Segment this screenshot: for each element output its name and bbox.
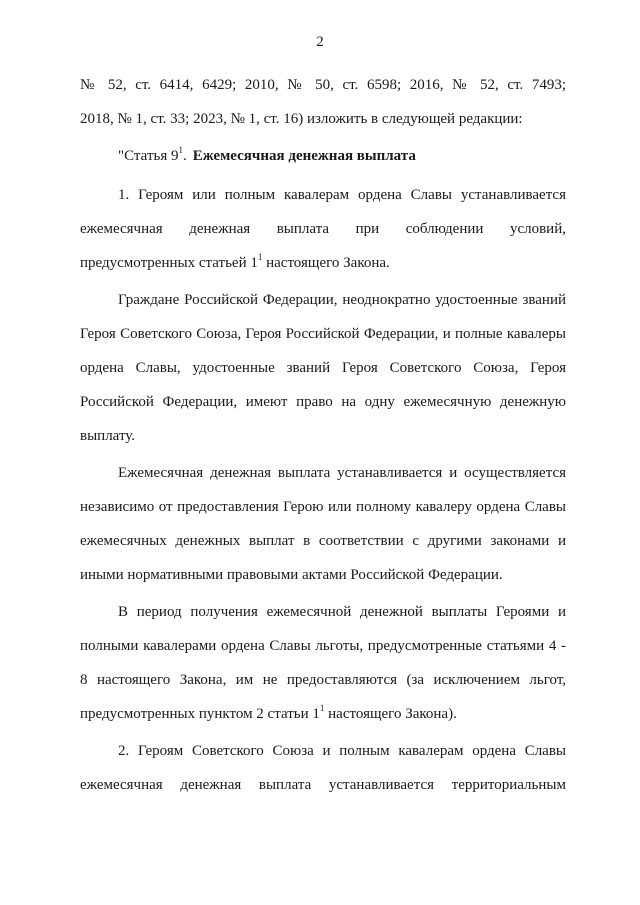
article-suffix: .: [182, 148, 187, 164]
paragraph-3: Ежемесячная денежная выплата устанавливается и осуществляется независимо от предоставления Герою или полному кавалеру ордена Славы ежемесячных денежных выплат в соответствии с другими законами и иными нормативными правовыми актами Российской Федерации.: [80, 465, 566, 583]
page-number: 2: [316, 34, 324, 50]
paragraph-4-superscript: 1: [319, 703, 325, 713]
article-prefix: "Статья 9: [118, 148, 179, 164]
intro-line-2: 2018, № 1, ст. 33; 2023, № 1, ст. 16) изложить в следующей редакции:: [80, 111, 523, 127]
intro-line-1: № 52, ст. 6414, 6429; 2010, № 50, ст. 6598; 2016, № 52, ст. 7493;: [80, 77, 566, 93]
paragraph-1-text: 1. Героям или полным кавалерам ордена Славы устанавливается ежемесячная денежная выплата при соблюдении условий, предусмотренных статьей 1: [80, 187, 566, 271]
paragraph-4-text: В период получения ежемесячной денежной выплаты Героями и полными кавалерами ордена Славы льготы, предусмотренные статьями 4 - 8 настоящего Закона, им не предоставляются (за исключением льгот, предусмотренных пунктом 2 статьи 1: [80, 604, 566, 722]
paragraph-4-end: настоящего Закона).: [324, 706, 457, 722]
article-title: Ежемесячная денежная выплата: [192, 148, 416, 164]
paragraph-5: 2. Героям Советского Союза и полным кавалерам ордена Славы ежемесячная денежная выплата устанавливается территориальным: [80, 743, 566, 793]
paragraph-1: [80, 178, 566, 280]
paragraph-1-end: настоящего Закона.: [262, 255, 390, 271]
paragraph-4: [80, 595, 566, 731]
paragraph-2: Граждане Российской Федерации, неоднократно удостоенные званий Героя Советского Союза, Героя Российской Федерации, и полные кавалеры ордена Славы, удостоенные званий Героя Советского Союза, Героя Российской Федерации, имеют право на одну ежемесячную денежную выплату.: [80, 292, 566, 444]
paragraph-1-superscript: 1: [257, 252, 263, 262]
article-heading: [80, 139, 566, 173]
article-superscript: 1: [178, 145, 183, 155]
document-body: [80, 68, 566, 802]
